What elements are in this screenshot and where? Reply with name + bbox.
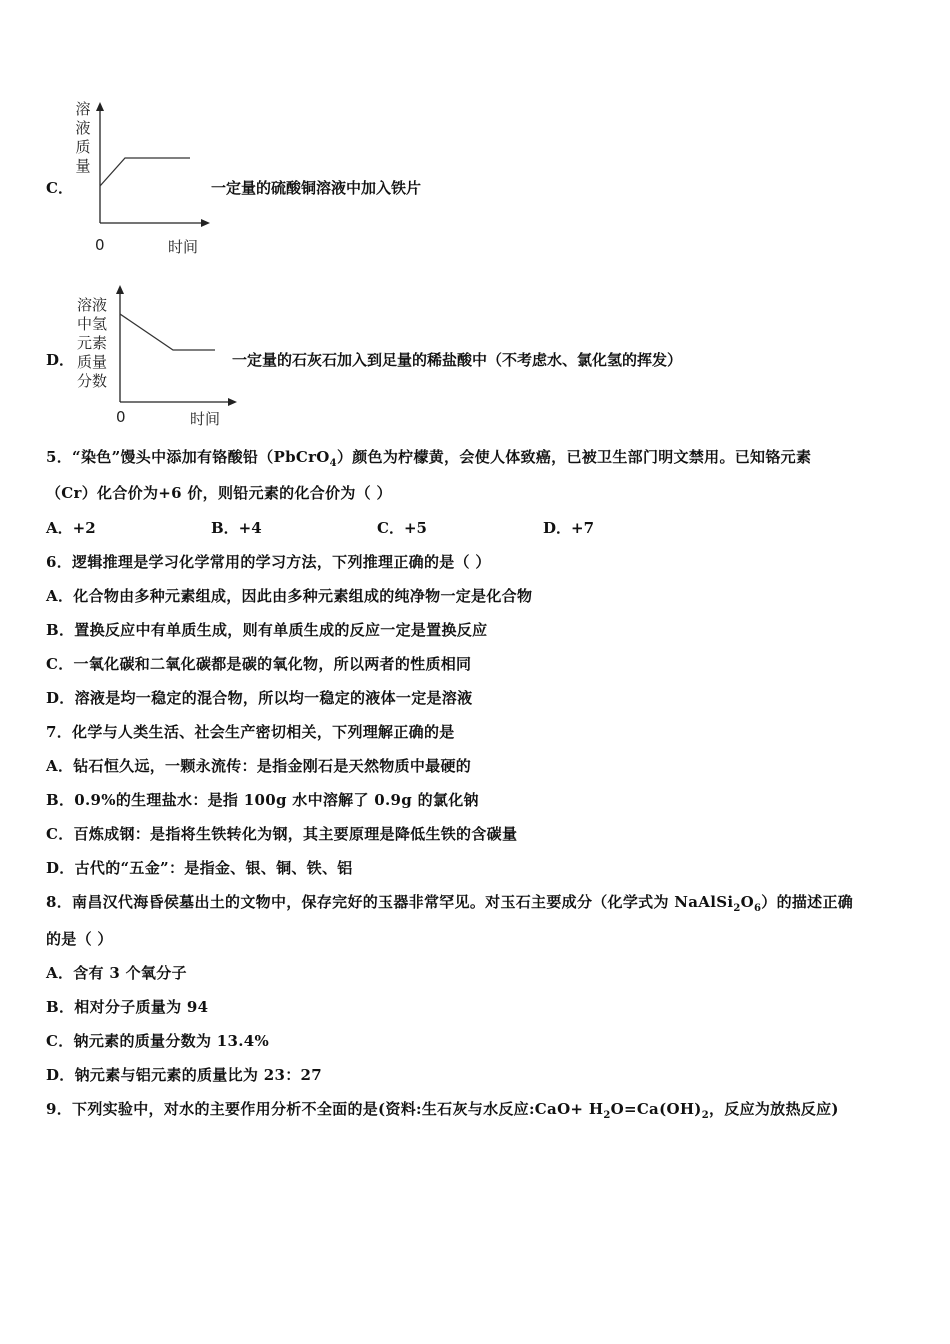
answer-option: A．钻石恒久远，一颗永流传：是指金刚石是天然物质中最硬的: [46, 757, 472, 775]
graph-c-plot: [95, 100, 215, 230]
question-7-stem: 7．化学与人类生活、社会生产密切相关，下列理解正确的是: [46, 723, 455, 741]
answer-option: D．钠元素与铝元素的质量比为 23：27: [46, 1066, 322, 1084]
answer-option: B．相对分子质量为 94: [46, 998, 209, 1016]
answer-option: A．+2: [46, 519, 96, 537]
answer-option: B．0.9%的生理盐水：是指 100g 水中溶解了 0.9g 的氯化钠: [46, 791, 479, 809]
curve: [120, 314, 215, 350]
graph-d-plot: [115, 282, 245, 412]
answer-option: D．古代的“五金”：是指金、银、铜、铁、铝: [46, 859, 353, 877]
y-axis-label-char: 量: [75, 157, 91, 175]
y-axis-label-char: 液: [75, 119, 91, 137]
y-axis-label-line: 溶液: [76, 296, 107, 314]
y-axis-arrow: [116, 285, 124, 294]
y-axis-label-char: 质: [75, 138, 91, 156]
answer-option: B．置换反应中有单质生成，则有单质生成的反应一定是置换反应: [46, 621, 488, 639]
y-axis-label: [72, 296, 112, 391]
origin-label: 0: [116, 408, 126, 426]
answer-option: D．+7: [543, 519, 595, 537]
answer-option: B．+4: [211, 519, 262, 537]
answer-option: A．化合物由多种元素组成，因此由多种元素组成的纯净物一定是化合物: [46, 587, 533, 605]
y-axis-label-line: 分数: [76, 372, 107, 390]
answer-option: C．一氧化碳和二氧化碳都是碳的氧化物，所以两者的性质相同: [46, 655, 472, 673]
question-5-stem-line2: （Cr）化合价为+6 价，则铅元素的化合价为（ ）: [46, 484, 392, 502]
answer-option: C．+5: [377, 519, 427, 537]
question-6-stem: 6．逻辑推理是学习化学常用的学习方法，下列推理正确的是（ ）: [46, 553, 491, 571]
curve: [100, 158, 190, 186]
y-axis-label-line: 中氢: [76, 315, 107, 333]
answer-option: C．百炼成钢：是指将生铁转化为钢，其主要原理是降低生铁的含碳量: [46, 825, 518, 843]
answer-option: D．溶液是均一稳定的混合物，所以均一稳定的液体一定是溶液: [46, 689, 473, 707]
x-axis-arrow: [201, 219, 210, 227]
y-axis-label-line: 质量: [76, 353, 107, 371]
origin-label: 0: [95, 236, 105, 254]
x-axis-arrow: [228, 398, 237, 406]
answer-option: C．钠元素的质量分数为 13.4%: [46, 1032, 270, 1050]
option-label-c: C．: [46, 179, 73, 197]
question-5-stem-line1: 5．“染色”馒头中添加有铬酸铅（PbCrO$_4$）颜色为柠檬黄，会使人体致癌，已被卫生部门明文禁用。已知铬元素: [46, 448, 812, 469]
question-8-stem-line2: 的是（ ）: [46, 930, 113, 948]
option-label-d: D．: [46, 351, 75, 369]
x-axis-label: 时间: [168, 238, 199, 256]
y-axis-label-char: 溶: [75, 100, 91, 118]
question-9-stem: 9．下列实验中，对水的主要作用分析不全面的是(资料:生石灰与水反应:CaO+ $H_2O=Ca(OH)_2$，反应为放热反应): [46, 1100, 839, 1121]
graph-d-caption: 一定量的石灰石加入到足量的稀盐酸中（不考虑水、氯化氢的挥发）: [232, 351, 683, 369]
graph-c-caption: 一定量的硫酸铜溶液中加入铁片: [211, 179, 422, 197]
y-axis-arrow: [96, 102, 104, 111]
question-8-stem-line1: 8．南昌汉代海昏侯墓出土的文物中，保存完好的玉器非常罕见。对玉石主要成分（化学式为 $NaAlSi_2O_6$）的描述正确: [46, 893, 854, 914]
x-axis-label: 时间: [190, 410, 221, 428]
y-axis-label-line: 元素: [76, 334, 107, 352]
answer-option: A．含有 3 个氧分子: [46, 964, 187, 982]
y-axis-label: [72, 100, 94, 176]
